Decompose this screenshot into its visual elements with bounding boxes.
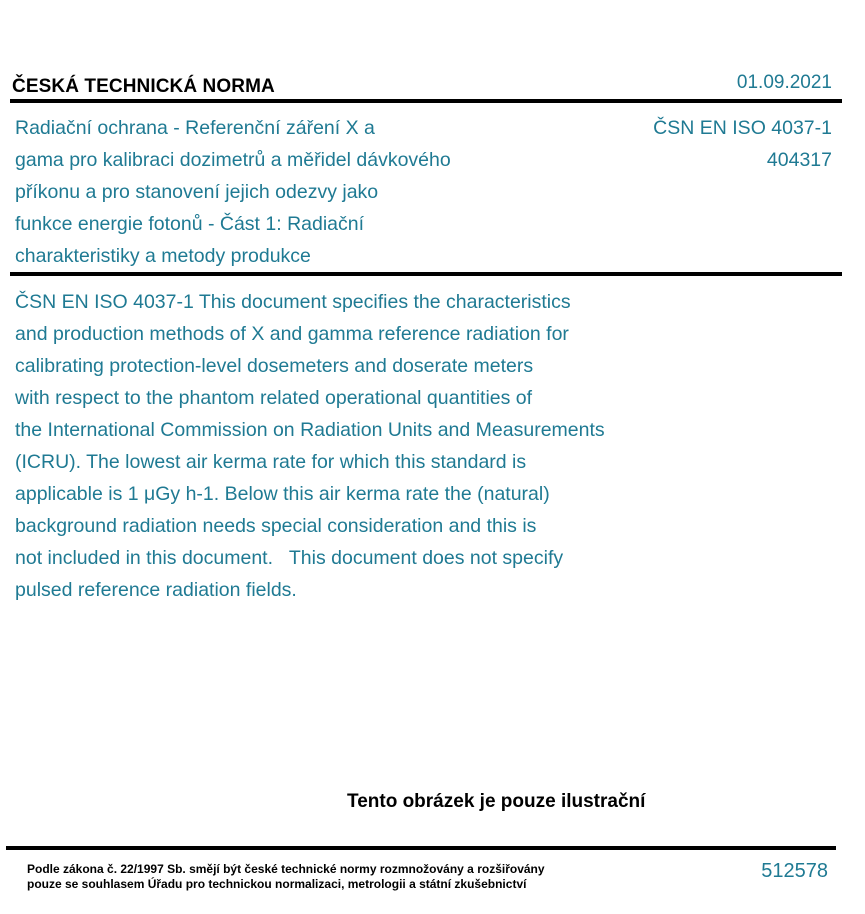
title-line: příkonu a pro stanovení jejich odezvy jako (15, 181, 379, 203)
header-title: ČESKÁ TECHNICKÁ NORMA (12, 76, 275, 97)
title-line: gama pro kalibraci dozimetrů a měřidel dávkového (15, 149, 451, 171)
abstract-text (15, 286, 715, 606)
title-line: Radiační ochrana - Referenční záření X a (15, 117, 375, 139)
class-number: 404317 (766, 149, 832, 171)
divider-middle (10, 272, 842, 276)
legal-line: pouze se souhlasem Úřadu pro technickou normalizaci, metrologii a státní zkušebnictví (27, 877, 527, 891)
abstract-line: pulsed reference radiation fields. (15, 579, 297, 601)
abstract-line: calibrating protection-level dosemeters and doserate meters (15, 355, 534, 377)
catalog-number: 512578 (761, 860, 828, 882)
title-line: funkce energie fotonů - Část 1: Radiační (15, 213, 365, 235)
abstract-line: background radiation needs special consideration and this is (15, 515, 537, 537)
divider-top (10, 99, 842, 103)
abstract-line: not included in this document. This document does not specify (15, 547, 564, 569)
abstract-line: (ICRU). The lowest air kerma rate for which this standard is (15, 451, 527, 473)
legal-notice (27, 862, 545, 892)
document-title (15, 112, 535, 272)
abstract-line: with respect to the phantom related operational quantities of (15, 387, 533, 409)
legal-line: Podle zákona č. 22/1997 Sb. smějí být české technické normy rozmnožovány a rozšiřovány (27, 862, 545, 876)
standard-identifier (653, 112, 832, 176)
divider-bottom (6, 846, 836, 850)
publication-date: 01.09.2021 (736, 72, 832, 93)
abstract-line: the International Commission on Radiation Units and Measurements (15, 419, 605, 441)
standard-code: ČSN EN ISO 4037-1 (653, 117, 832, 139)
title-line: charakteristiky a metody produkce (15, 245, 311, 267)
abstract-line: ČSN EN ISO 4037-1 This document specifies the characteristics (15, 291, 571, 313)
abstract-line: and production methods of X and gamma reference radiation for (15, 323, 569, 345)
abstract-line: applicable is 1 μGy h-1. Below this air kerma rate the (natural) (15, 483, 550, 505)
illustrative-note: Tento obrázek je pouze ilustrační (347, 791, 646, 812)
